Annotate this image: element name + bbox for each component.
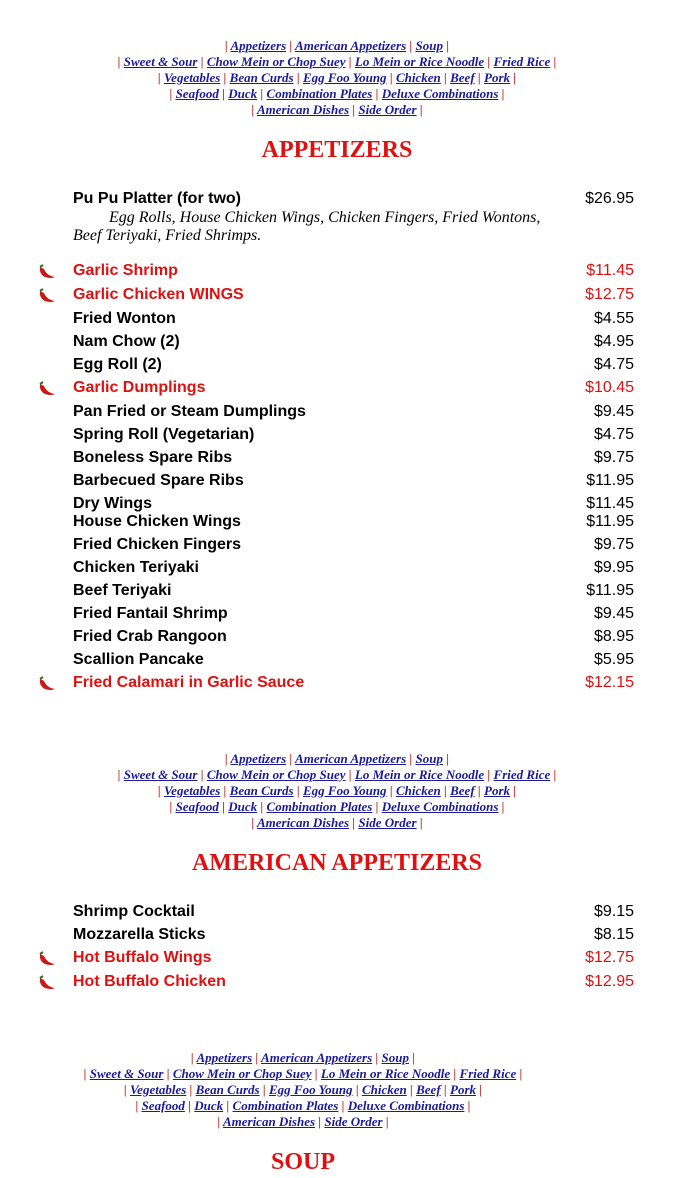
nav-link[interactable]: Deluxe Combinations (381, 799, 499, 814)
hot-pepper-icon (37, 288, 57, 304)
nav-link[interactable]: American Dishes (256, 815, 350, 830)
item-name: Garlic Dumplings (73, 379, 206, 396)
menu-item (73, 310, 634, 330)
item-price: $11.45 (586, 495, 634, 512)
menu-item (73, 190, 634, 210)
nav-line: | Sweet & Sour | Chow Mein or Chop Suey | Lo Mein or Rice Noodle | Fried Rice | (117, 767, 557, 782)
section-nav (0, 38, 674, 118)
item-name: Fried Fantail Shrimp (73, 605, 228, 622)
menu-item (73, 262, 634, 282)
nav-link[interactable]: Appetizers (230, 751, 287, 766)
nav-link[interactable]: Seafood (175, 799, 219, 814)
item-price: $8.15 (593, 926, 634, 943)
menu-item (73, 973, 634, 993)
item-name: House Chicken Wings (73, 513, 241, 530)
item-name: Boneless Spare Ribs (73, 449, 233, 466)
nav-link[interactable]: Duck (228, 799, 258, 814)
nav-line: | American Dishes | Side Order | (251, 815, 423, 830)
nav-link[interactable]: Combination Plates (266, 86, 373, 101)
nav-link[interactable]: Lo Mein or Rice Noodle (320, 1066, 451, 1081)
item-name: Fried Calamari in Garlic Sauce (73, 674, 305, 691)
nav-link[interactable]: Chow Mein or Chop Suey (172, 1066, 312, 1081)
nav-link[interactable]: Chow Mein or Chop Suey (206, 767, 346, 782)
item-name: Mozzarella Sticks (73, 926, 206, 943)
item-price: $26.95 (585, 190, 634, 207)
menu-item (73, 333, 634, 353)
item-name: Pu Pu Platter (for two) (73, 190, 241, 207)
menu-item (73, 628, 634, 648)
menu-item (73, 651, 634, 671)
nav-link[interactable]: Chow Mein or Chop Suey (206, 54, 346, 69)
nav-link[interactable]: Egg Foo Young (268, 1082, 353, 1097)
nav-line: | Seafood | Duck | Combination Plates | Deluxe Combinations | (169, 799, 505, 814)
nav-link[interactable]: Duck (228, 86, 258, 101)
item-price: $4.95 (593, 333, 634, 350)
nav-link[interactable]: Side Order (324, 1114, 383, 1129)
item-price: $4.55 (593, 310, 634, 327)
nav-link[interactable]: American Appetizers (295, 38, 407, 53)
nav-link[interactable]: Appetizers (230, 38, 287, 53)
section-title: AMERICAN APPETIZERS (191, 850, 483, 876)
nav-link[interactable]: Chicken (395, 70, 441, 85)
hot-pepper-icon (37, 264, 57, 280)
nav-link[interactable]: Combination Plates (232, 1098, 339, 1113)
item-name: Fried Chicken Fingers (73, 536, 242, 553)
nav-link[interactable]: Sweet & Sour (89, 1066, 164, 1081)
item-price: $9.45 (593, 403, 634, 420)
nav-link[interactable]: American Dishes (256, 102, 350, 117)
item-price: $12.75 (585, 286, 634, 303)
hot-pepper-icon (37, 676, 57, 692)
nav-link[interactable]: Side Order (358, 815, 417, 830)
nav-link[interactable]: Appetizers (196, 1050, 253, 1065)
item-price: $8.95 (593, 628, 634, 645)
nav-line: | Sweet & Sour | Chow Mein or Chop Suey | Lo Mein or Rice Noodle | Fried Rice | (83, 1066, 523, 1081)
nav-link[interactable]: Pork (484, 70, 511, 85)
menu-item (73, 449, 634, 469)
nav-link[interactable]: Egg Foo Young (302, 70, 387, 85)
menu-item (73, 379, 634, 399)
item-price: $9.95 (593, 559, 634, 576)
nav-link[interactable]: American Appetizers (295, 751, 407, 766)
menu-item (73, 403, 634, 423)
nav-link[interactable]: Lo Mein or Rice Noodle (354, 54, 485, 69)
item-price: $5.95 (593, 651, 634, 668)
nav-line: | Seafood | Duck | Combination Plates | Deluxe Combinations | (169, 86, 505, 101)
item-price: $9.45 (593, 605, 634, 622)
nav-link[interactable]: Side Order (358, 102, 417, 117)
hot-pepper-icon (37, 975, 57, 991)
nav-line: | Appetizers | American Appetizers | Soup | (224, 751, 450, 766)
nav-link[interactable]: American Dishes (222, 1114, 316, 1129)
nav-line: | Seafood | Duck | Combination Plates | Deluxe Combinations | (135, 1098, 471, 1113)
item-name: Spring Roll (Vegetarian) (73, 426, 255, 443)
item-price: $4.75 (593, 356, 634, 373)
item-price: $9.75 (593, 536, 634, 553)
nav-link[interactable]: Vegetables (163, 70, 221, 85)
menu-item (73, 536, 634, 556)
menu-item (73, 426, 634, 446)
item-name: Beef Teriyaki (73, 582, 172, 599)
menu-item (73, 472, 634, 492)
section-title: APPETIZERS (261, 137, 413, 163)
nav-link[interactable]: Egg Foo Young (302, 783, 387, 798)
nav-link[interactable]: Sweet & Sour (123, 767, 198, 782)
item-name: Shrimp Cocktail (73, 903, 195, 920)
nav-link[interactable]: Fried Rice (493, 767, 551, 782)
nav-link[interactable]: Chicken (361, 1082, 407, 1097)
nav-link[interactable]: Bean Curds (195, 1082, 260, 1097)
hot-pepper-icon (37, 381, 57, 397)
item-name: Barbecued Spare Ribs (73, 472, 244, 489)
nav-link[interactable]: Sweet & Sour (123, 54, 198, 69)
item-name: Garlic Chicken WINGS (73, 286, 244, 303)
nav-link[interactable]: Deluxe Combinations (347, 1098, 465, 1113)
nav-line: | Appetizers | American Appetizers | Soup | (190, 1050, 416, 1065)
nav-link[interactable]: Fried Rice (493, 54, 551, 69)
nav-link[interactable]: Soup (415, 751, 443, 766)
item-name: Nam Chow (2) (73, 333, 180, 350)
nav-link[interactable]: Bean Curds (229, 783, 294, 798)
item-price: $12.75 (585, 949, 634, 966)
item-name: Pan Fried or Steam Dumplings (73, 403, 306, 420)
nav-link[interactable]: Soup (415, 38, 443, 53)
nav-line: | Vegetables | Bean Curds | Egg Foo Young | Chicken | Beef | Pork | (157, 70, 517, 85)
menu-item (73, 513, 634, 533)
nav-link[interactable]: Beef (450, 783, 475, 798)
nav-link[interactable]: Duck (194, 1098, 224, 1113)
item-price: $10.45 (585, 379, 634, 396)
nav-link[interactable]: Combination Plates (266, 799, 373, 814)
nav-line: | Vegetables | Bean Curds | Egg Foo Young | Chicken | Beef | Pork | (123, 1082, 483, 1097)
nav-link[interactable]: Fried Rice (459, 1066, 517, 1081)
item-name: Egg Roll (2) (73, 356, 162, 373)
item-price: $11.95 (586, 513, 634, 530)
nav-link[interactable]: Seafood (141, 1098, 185, 1113)
item-description: Egg Rolls, House Chicken Wings, Chicken Fingers, Fried Wontons, Beef Teriyaki, Fried Shrimps. (73, 209, 541, 244)
nav-link[interactable]: American Appetizers (261, 1050, 373, 1065)
nav-link[interactable]: Vegetables (163, 783, 221, 798)
nav-line: | Vegetables | Bean Curds | Egg Foo Young | Chicken | Beef | Pork | (157, 783, 517, 798)
item-price: $12.15 (585, 674, 634, 691)
nav-line: | Sweet & Sour | Chow Mein or Chop Suey | Lo Mein or Rice Noodle | Fried Rice | (117, 54, 557, 69)
nav-line: | American Dishes | Side Order | (217, 1114, 389, 1129)
item-price: $9.75 (593, 449, 634, 466)
menu-item (73, 356, 634, 376)
item-price: $12.95 (585, 973, 634, 990)
section-title: SOUP (270, 1149, 335, 1175)
menu-item (73, 926, 634, 946)
item-name: Hot Buffalo Wings (73, 949, 212, 966)
item-price: $11.95 (586, 582, 634, 599)
item-name: Chicken Teriyaki (73, 559, 199, 576)
nav-link[interactable]: Lo Mein or Rice Noodle (354, 767, 485, 782)
item-price: $11.45 (586, 262, 634, 279)
menu-item (73, 903, 634, 923)
nav-link[interactable]: Beef (450, 70, 475, 85)
item-name: Fried Wonton (73, 310, 176, 327)
nav-link[interactable]: Pork (484, 783, 511, 798)
section-nav (0, 1050, 640, 1130)
nav-link[interactable]: Chicken (395, 783, 441, 798)
nav-link[interactable]: Bean Curds (229, 70, 294, 85)
menu-item (73, 559, 634, 579)
nav-link[interactable]: Soup (381, 1050, 409, 1065)
item-price: $4.75 (593, 426, 634, 443)
item-name: Hot Buffalo Chicken (73, 973, 226, 990)
menu-item (73, 605, 634, 625)
menu-item (73, 495, 634, 515)
nav-link[interactable]: Beef (416, 1082, 441, 1097)
nav-line: | American Dishes | Side Order | (251, 102, 423, 117)
menu-item (73, 286, 634, 306)
section-nav (0, 751, 674, 831)
item-price: $9.15 (593, 903, 634, 920)
nav-link[interactable]: Seafood (175, 86, 219, 101)
nav-link[interactable]: Deluxe Combinations (381, 86, 499, 101)
hot-pepper-icon (37, 951, 57, 967)
item-name: Scallion Pancake (73, 651, 204, 668)
menu-item (73, 949, 634, 969)
item-name: Fried Crab Rangoon (73, 628, 227, 645)
nav-link[interactable]: Pork (450, 1082, 477, 1097)
item-name: Dry Wings (73, 495, 152, 512)
item-name: Garlic Shrimp (73, 262, 178, 279)
nav-link[interactable]: Vegetables (129, 1082, 187, 1097)
item-price: $11.95 (586, 472, 634, 489)
nav-line: | Appetizers | American Appetizers | Soup | (224, 38, 450, 53)
menu-item (73, 674, 634, 694)
menu-item (73, 582, 634, 602)
